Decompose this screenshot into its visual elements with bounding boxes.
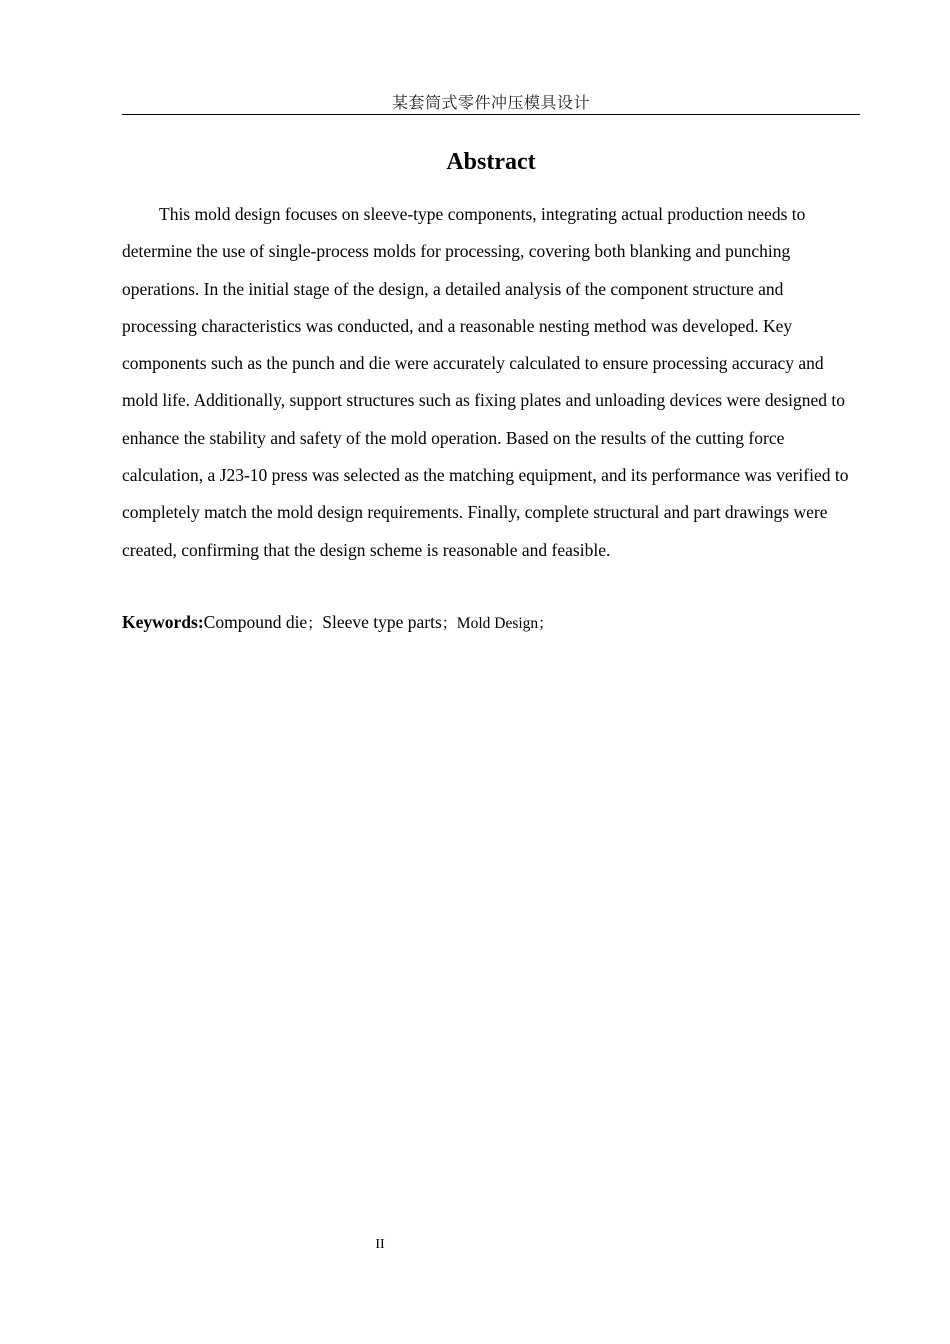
keyword-item: Sleeve type parts (322, 612, 442, 632)
page-number: II (375, 1237, 385, 1252)
abstract-body: This mold design focuses on sleeve-type components, integrating actual production needs to determine the use of single-process molds for processing, covering both blanking and punching operations. In the initial stage of the design, a detailed analysis of the component structure and processing characteristics was conducted, and a reasonable nesting method was developed. Key components such as the punch and die were accurately calculated to ensure processing accuracy and mold life. Additionally, support structures such as fixing plates and unloading devices were designed to enhance the stability and safety of the mold operation. Based on the results of the cutting force calculation, a J23-10 press was selected as the matching equipment, and its performance was verified to completely match the mold design requirements. Finally, complete structural and part drawings were created, confirming that the design scheme is reasonable and feasible. (122, 204, 849, 560)
keywords-line (122, 606, 860, 640)
keyword-item: Mold Design (456, 615, 539, 632)
keywords-label: Keywords: (122, 612, 204, 632)
keyword-separator: ； (307, 614, 323, 632)
keyword-separator: ； (441, 614, 457, 632)
header-title: 某套筒式零件冲压模具设计 (391, 93, 590, 112)
keyword-item: Compound die (203, 612, 308, 632)
abstract-heading: Abstract (446, 149, 536, 175)
keyword-separator: ； (538, 614, 554, 632)
page-header (122, 92, 860, 115)
